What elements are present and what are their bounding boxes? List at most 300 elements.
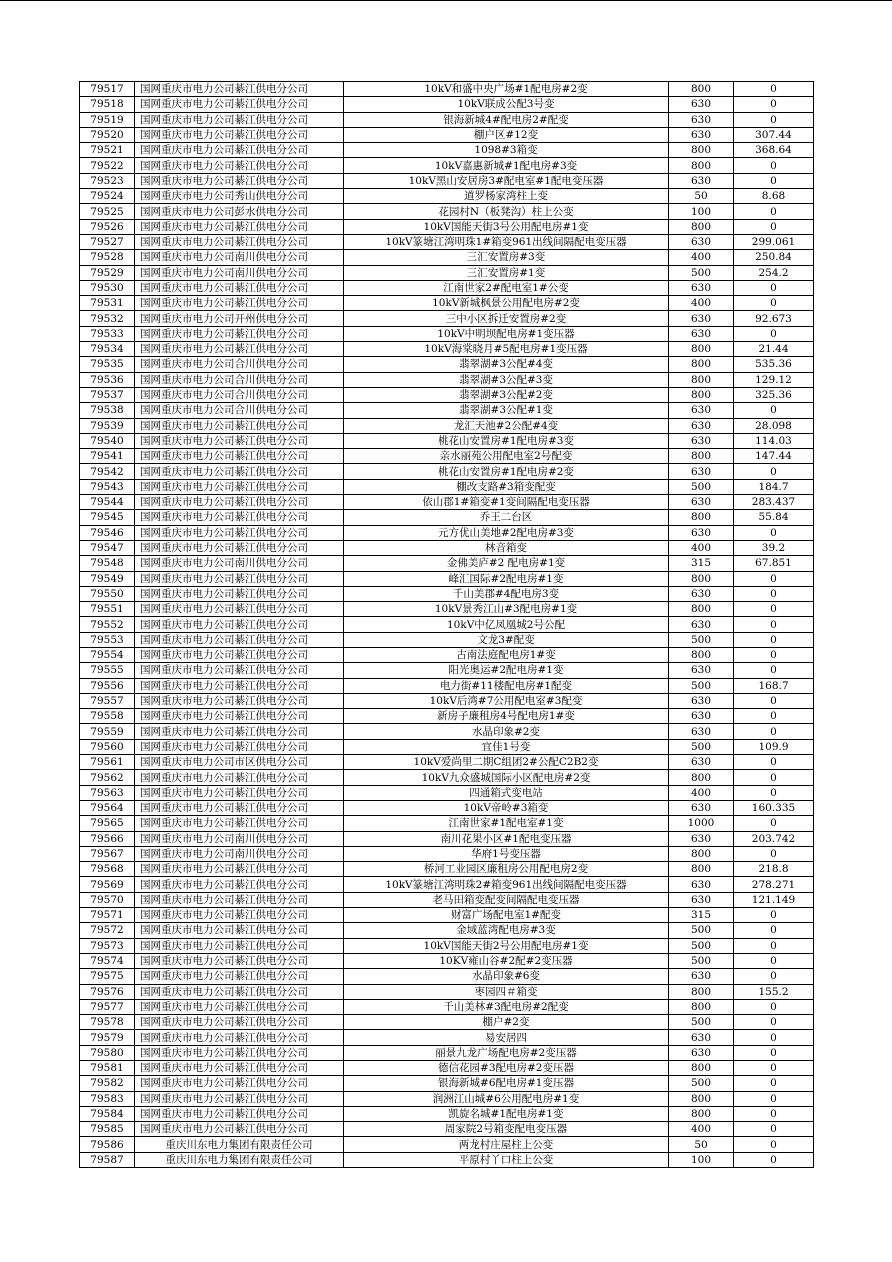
table-row xyxy=(80,693,814,708)
table-row xyxy=(80,739,814,754)
cell-transformer-name: 10kV中明坝配电房#1变压器 xyxy=(344,326,669,341)
cell-capacity: 800 xyxy=(669,357,734,372)
cell-organization: 国网重庆市电力公司綦江供电分公司 xyxy=(135,724,344,739)
cell-capacity: 50 xyxy=(669,1137,734,1152)
cell-value: 0 xyxy=(734,1045,814,1060)
cell-transformer-name: 10kV新城枫景公用配电房#2变 xyxy=(344,296,669,311)
table-body xyxy=(80,82,814,1168)
cell-transformer-name: 水晶印象#2变 xyxy=(344,724,669,739)
table-row xyxy=(80,464,814,479)
cell-organization: 国网重庆市电力公司綦江供电分公司 xyxy=(135,877,344,892)
cell-organization: 国网重庆市电力公司綦江供电分公司 xyxy=(135,1015,344,1030)
cell-capacity: 400 xyxy=(669,1122,734,1137)
cell-transformer-name: 10kV海棠晓月#5配电房#1变压器 xyxy=(344,342,669,357)
cell-capacity: 100 xyxy=(669,204,734,219)
cell-transformer-name: 江南世家#1配电室#1变 xyxy=(344,816,669,831)
cell-id: 79577 xyxy=(80,999,135,1014)
cell-transformer-name: 林音箱变 xyxy=(344,540,669,555)
cell-id: 79522 xyxy=(80,158,135,173)
cell-capacity: 1000 xyxy=(669,816,734,831)
cell-capacity: 630 xyxy=(669,877,734,892)
cell-id: 79559 xyxy=(80,724,135,739)
cell-id: 79528 xyxy=(80,250,135,265)
cell-organization: 国网重庆市电力公司綦江供电分公司 xyxy=(135,908,344,923)
cell-organization: 国网重庆市电力公司彭水供电分公司 xyxy=(135,204,344,219)
cell-value: 0 xyxy=(734,647,814,662)
cell-value: 218.8 xyxy=(734,862,814,877)
cell-value: 8.68 xyxy=(734,189,814,204)
cell-value: 0 xyxy=(734,923,814,938)
cell-transformer-name: 金域蓝湾配电房#3变 xyxy=(344,923,669,938)
cell-organization: 国网重庆市电力公司綦江供电分公司 xyxy=(135,999,344,1014)
cell-transformer-name: 峰汇国际#2配电房#1变 xyxy=(344,571,669,586)
table-row xyxy=(80,403,814,418)
cell-id: 79556 xyxy=(80,678,135,693)
cell-id: 79530 xyxy=(80,280,135,295)
cell-id: 79584 xyxy=(80,1106,135,1121)
cell-transformer-name: 枣园四＃箱变 xyxy=(344,984,669,999)
cell-transformer-name: 桃花山安置房#1配电房#3变 xyxy=(344,433,669,448)
cell-capacity: 800 xyxy=(669,647,734,662)
cell-capacity: 800 xyxy=(669,82,734,97)
cell-capacity: 630 xyxy=(669,326,734,341)
table-row xyxy=(80,571,814,586)
cell-value: 0 xyxy=(734,97,814,112)
cell-transformer-name: 银海新城#6配电房#1变压器 xyxy=(344,1076,669,1091)
table-row xyxy=(80,984,814,999)
cell-capacity: 800 xyxy=(669,158,734,173)
cell-capacity: 630 xyxy=(669,617,734,632)
table-row xyxy=(80,709,814,724)
table-row xyxy=(80,632,814,647)
cell-organization: 国网重庆市电力公司开州供电分公司 xyxy=(135,311,344,326)
cell-id: 79578 xyxy=(80,1015,135,1030)
cell-value: 155.2 xyxy=(734,984,814,999)
cell-id: 79572 xyxy=(80,923,135,938)
cell-capacity: 630 xyxy=(669,586,734,601)
cell-capacity: 630 xyxy=(669,1030,734,1045)
table-row xyxy=(80,234,814,249)
table-row xyxy=(80,892,814,907)
cell-organization: 国网重庆市电力公司綦江供电分公司 xyxy=(135,617,344,632)
table-row xyxy=(80,219,814,234)
cell-value: 0 xyxy=(734,112,814,127)
cell-value: 0 xyxy=(734,1091,814,1106)
cell-organization: 国网重庆市电力公司秀山供电分公司 xyxy=(135,189,344,204)
cell-value: 0 xyxy=(734,1015,814,1030)
table-row xyxy=(80,1122,814,1137)
cell-transformer-name: 棚户区#12变 xyxy=(344,127,669,142)
cell-id: 79564 xyxy=(80,800,135,815)
page-top-rule xyxy=(0,0,892,1)
cell-value: 160.335 xyxy=(734,800,814,815)
cell-value: 368.64 xyxy=(734,143,814,158)
table-row xyxy=(80,999,814,1014)
table-row xyxy=(80,724,814,739)
table-row xyxy=(80,862,814,877)
cell-transformer-name: 三汇安置房#1变 xyxy=(344,265,669,280)
cell-capacity: 500 xyxy=(669,479,734,494)
cell-transformer-name: 依山郡1#箱变#1变间隔配电变压器 xyxy=(344,495,669,510)
cell-id: 79576 xyxy=(80,984,135,999)
cell-organization: 国网重庆市电力公司合川供电分公司 xyxy=(135,403,344,418)
cell-id: 79579 xyxy=(80,1030,135,1045)
table-row xyxy=(80,923,814,938)
cell-value: 0 xyxy=(734,632,814,647)
table-row xyxy=(80,418,814,433)
cell-organization: 国网重庆市电力公司綦江供电分公司 xyxy=(135,1030,344,1045)
cell-id: 79551 xyxy=(80,602,135,617)
cell-id: 79535 xyxy=(80,357,135,372)
cell-transformer-name: 千山美郡#4配电房3变 xyxy=(344,586,669,601)
table-row xyxy=(80,816,814,831)
cell-transformer-name: 财富广场配电室1#配变 xyxy=(344,908,669,923)
cell-organization: 国网重庆市电力公司綦江供电分公司 xyxy=(135,663,344,678)
cell-capacity: 630 xyxy=(669,418,734,433)
cell-capacity: 500 xyxy=(669,923,734,938)
cell-id: 79581 xyxy=(80,1061,135,1076)
table-row xyxy=(80,1137,814,1152)
cell-id: 79533 xyxy=(80,326,135,341)
cell-id: 79586 xyxy=(80,1137,135,1152)
cell-organization: 国网重庆市电力公司綦江供电分公司 xyxy=(135,540,344,555)
cell-organization: 国网重庆市电力公司綦江供电分公司 xyxy=(135,938,344,953)
cell-organization: 国网重庆市电力公司綦江供电分公司 xyxy=(135,234,344,249)
cell-organization: 重庆川东电力集团有限责任公司 xyxy=(135,1152,344,1167)
cell-value: 0 xyxy=(734,1137,814,1152)
table-row xyxy=(80,97,814,112)
cell-id: 79524 xyxy=(80,189,135,204)
cell-value: 0 xyxy=(734,280,814,295)
cell-id: 79562 xyxy=(80,770,135,785)
cell-value: 203.742 xyxy=(734,831,814,846)
cell-organization: 国网重庆市电力公司綦江供电分公司 xyxy=(135,800,344,815)
cell-transformer-name: 三汇安置房#3变 xyxy=(344,250,669,265)
table-row xyxy=(80,877,814,892)
cell-organization: 国网重庆市电力公司南川供电分公司 xyxy=(135,831,344,846)
cell-value: 0 xyxy=(734,1122,814,1137)
table-row xyxy=(80,586,814,601)
cell-capacity: 630 xyxy=(669,234,734,249)
cell-capacity: 400 xyxy=(669,296,734,311)
cell-transformer-name: 金佛美庐#2 配电房#1变 xyxy=(344,556,669,571)
cell-value: 0 xyxy=(734,938,814,953)
cell-id: 79560 xyxy=(80,739,135,754)
cell-value: 0 xyxy=(734,586,814,601)
cell-capacity: 630 xyxy=(669,1045,734,1060)
table-row xyxy=(80,908,814,923)
cell-value: 325.36 xyxy=(734,387,814,402)
cell-organization: 国网重庆市电力公司綦江供电分公司 xyxy=(135,571,344,586)
cell-value: 21.44 xyxy=(734,342,814,357)
cell-transformer-name: 10kV爱尚里二期C组团2#公配C2B2变 xyxy=(344,755,669,770)
cell-value: 0 xyxy=(734,403,814,418)
cell-transformer-name: 10kV篆塘江湾明珠2#箱变961出线间隔配电变压器 xyxy=(344,877,669,892)
cell-capacity: 500 xyxy=(669,1076,734,1091)
cell-organization: 国网重庆市电力公司綦江供电分公司 xyxy=(135,143,344,158)
cell-capacity: 800 xyxy=(669,449,734,464)
cell-value: 0 xyxy=(734,617,814,632)
cell-value: 0 xyxy=(734,755,814,770)
cell-transformer-name: 棚改支路#3箱变配变 xyxy=(344,479,669,494)
cell-id: 79585 xyxy=(80,1122,135,1137)
cell-capacity: 800 xyxy=(669,1091,734,1106)
cell-id: 79565 xyxy=(80,816,135,831)
cell-value: 0 xyxy=(734,969,814,984)
cell-transformer-name: 10kV国能天街3号公用配电房#1变 xyxy=(344,219,669,234)
table-row xyxy=(80,143,814,158)
cell-value: 0 xyxy=(734,693,814,708)
cell-organization: 国网重庆市电力公司綦江供电分公司 xyxy=(135,510,344,525)
cell-id: 79573 xyxy=(80,938,135,953)
cell-organization: 国网重庆市电力公司市区供电分公司 xyxy=(135,755,344,770)
cell-organization: 国网重庆市电力公司綦江供电分公司 xyxy=(135,112,344,127)
cell-organization: 国网重庆市电力公司綦江供电分公司 xyxy=(135,418,344,433)
table-row xyxy=(80,82,814,97)
cell-capacity: 630 xyxy=(669,311,734,326)
cell-id: 79518 xyxy=(80,97,135,112)
table-row xyxy=(80,189,814,204)
cell-capacity: 500 xyxy=(669,678,734,693)
table-row xyxy=(80,357,814,372)
cell-capacity: 630 xyxy=(669,433,734,448)
cell-capacity: 630 xyxy=(669,525,734,540)
cell-transformer-name: 千山美林#3配电房#2配变 xyxy=(344,999,669,1014)
table-row xyxy=(80,158,814,173)
cell-id: 79544 xyxy=(80,495,135,510)
cell-transformer-name: 华府1号变压器 xyxy=(344,846,669,861)
cell-organization: 国网重庆市电力公司南川供电分公司 xyxy=(135,250,344,265)
cell-id: 79537 xyxy=(80,387,135,402)
cell-value: 121.149 xyxy=(734,892,814,907)
cell-capacity: 800 xyxy=(669,846,734,861)
cell-capacity: 800 xyxy=(669,999,734,1014)
cell-transformer-name: 江南世家2#配电室1#公变 xyxy=(344,280,669,295)
cell-organization: 国网重庆市电力公司綦江供电分公司 xyxy=(135,953,344,968)
cell-transformer-name: 10kV后湾#7公用配电室#3配变 xyxy=(344,693,669,708)
table-row xyxy=(80,647,814,662)
cell-value: 0 xyxy=(734,908,814,923)
cell-value: 278.271 xyxy=(734,877,814,892)
table-row xyxy=(80,938,814,953)
cell-capacity: 100 xyxy=(669,1152,734,1167)
cell-organization: 国网重庆市电力公司綦江供电分公司 xyxy=(135,602,344,617)
table-row xyxy=(80,831,814,846)
cell-organization: 国网重庆市电力公司綦江供电分公司 xyxy=(135,296,344,311)
cell-transformer-name: 电力街#11楼配电房#1配变 xyxy=(344,678,669,693)
table-row xyxy=(80,342,814,357)
cell-capacity: 630 xyxy=(669,724,734,739)
cell-capacity: 800 xyxy=(669,342,734,357)
cell-value: 0 xyxy=(734,953,814,968)
cell-transformer-name: 凯旋名城#1配电房#1变 xyxy=(344,1106,669,1121)
cell-organization: 国网重庆市电力公司綦江供电分公司 xyxy=(135,969,344,984)
table-row xyxy=(80,663,814,678)
cell-capacity: 630 xyxy=(669,403,734,418)
table-row xyxy=(80,280,814,295)
cell-capacity: 50 xyxy=(669,189,734,204)
cell-organization: 国网重庆市电力公司綦江供电分公司 xyxy=(135,770,344,785)
table-row xyxy=(80,1106,814,1121)
cell-transformer-name: 10kV国能天街2号公用配电房#1变 xyxy=(344,938,669,953)
table-row xyxy=(80,770,814,785)
cell-capacity: 500 xyxy=(669,938,734,953)
cell-organization: 国网重庆市电力公司合川供电分公司 xyxy=(135,372,344,387)
cell-value: 0 xyxy=(734,525,814,540)
cell-id: 79525 xyxy=(80,204,135,219)
cell-transformer-name: 润洲江山城#6公用配电房#1变 xyxy=(344,1091,669,1106)
cell-transformer-name: 平原村丫口柱上公变 xyxy=(344,1152,669,1167)
cell-id: 79521 xyxy=(80,143,135,158)
cell-transformer-name: 丽景九龙广场配电房#2变压器 xyxy=(344,1045,669,1060)
table-row xyxy=(80,755,814,770)
cell-value: 0 xyxy=(734,173,814,188)
cell-value: 109.9 xyxy=(734,739,814,754)
cell-capacity: 630 xyxy=(669,663,734,678)
cell-organization: 国网重庆市电力公司綦江供电分公司 xyxy=(135,219,344,234)
cell-organization: 国网重庆市电力公司綦江供电分公司 xyxy=(135,678,344,693)
cell-id: 79531 xyxy=(80,296,135,311)
cell-organization: 国网重庆市电力公司綦江供电分公司 xyxy=(135,785,344,800)
table-row xyxy=(80,969,814,984)
cell-organization: 国网重庆市电力公司綦江供电分公司 xyxy=(135,693,344,708)
table-row xyxy=(80,510,814,525)
cell-id: 79557 xyxy=(80,693,135,708)
cell-organization: 国网重庆市电力公司綦江供电分公司 xyxy=(135,495,344,510)
cell-organization: 国网重庆市电力公司綦江供电分公司 xyxy=(135,984,344,999)
cell-capacity: 630 xyxy=(669,800,734,815)
cell-transformer-name: 宜佳1号变 xyxy=(344,739,669,754)
cell-capacity: 315 xyxy=(669,556,734,571)
table-row xyxy=(80,127,814,142)
cell-transformer-name: 桃花山安置房#1配电房#2变 xyxy=(344,464,669,479)
cell-id: 79541 xyxy=(80,449,135,464)
cell-capacity: 500 xyxy=(669,265,734,280)
cell-organization: 国网重庆市电力公司綦江供电分公司 xyxy=(135,158,344,173)
cell-organization: 国网重庆市电力公司綦江供电分公司 xyxy=(135,1045,344,1060)
cell-value: 0 xyxy=(734,82,814,97)
cell-capacity: 630 xyxy=(669,173,734,188)
cell-id: 79546 xyxy=(80,525,135,540)
cell-transformer-name: 10kV和盛中央广场#1配电房#2变 xyxy=(344,82,669,97)
cell-transformer-name: 翡翠湖#3公配#4变 xyxy=(344,357,669,372)
data-sheet xyxy=(79,81,814,1168)
cell-transformer-name: 10kV中亿凤凰城2号公配 xyxy=(344,617,669,632)
table-row xyxy=(80,204,814,219)
cell-id: 79561 xyxy=(80,755,135,770)
cell-organization: 国网重庆市电力公司綦江供电分公司 xyxy=(135,709,344,724)
cell-transformer-name: 易安居四 xyxy=(344,1030,669,1045)
cell-capacity: 400 xyxy=(669,250,734,265)
cell-capacity: 800 xyxy=(669,387,734,402)
cell-organization: 国网重庆市电力公司南川供电分公司 xyxy=(135,846,344,861)
cell-value: 0 xyxy=(734,770,814,785)
table-row xyxy=(80,525,814,540)
cell-id: 79570 xyxy=(80,892,135,907)
cell-value: 67.851 xyxy=(734,556,814,571)
cell-value: 0 xyxy=(734,1152,814,1167)
cell-organization: 国网重庆市电力公司綦江供电分公司 xyxy=(135,433,344,448)
cell-transformer-name: 道罗杨家湾柱上变 xyxy=(344,189,669,204)
cell-id: 79587 xyxy=(80,1152,135,1167)
cell-capacity: 630 xyxy=(669,127,734,142)
table-row xyxy=(80,495,814,510)
cell-id: 79554 xyxy=(80,647,135,662)
cell-id: 79523 xyxy=(80,173,135,188)
cell-value: 0 xyxy=(734,1076,814,1091)
cell-value: 39.2 xyxy=(734,540,814,555)
table-row xyxy=(80,953,814,968)
cell-value: 0 xyxy=(734,204,814,219)
table-row xyxy=(80,1091,814,1106)
cell-id: 79552 xyxy=(80,617,135,632)
table-row xyxy=(80,326,814,341)
cell-capacity: 800 xyxy=(669,219,734,234)
cell-organization: 国网重庆市电力公司南川供电分公司 xyxy=(135,265,344,280)
cell-value: 184.7 xyxy=(734,479,814,494)
cell-value: 283.437 xyxy=(734,495,814,510)
cell-id: 79548 xyxy=(80,556,135,571)
cell-organization: 国网重庆市电力公司綦江供电分公司 xyxy=(135,923,344,938)
cell-id: 79517 xyxy=(80,82,135,97)
cell-transformer-name: 翡翠湖#3公配#1变 xyxy=(344,403,669,418)
cell-transformer-name: 翡翠湖#3公配#3变 xyxy=(344,372,669,387)
cell-id: 79567 xyxy=(80,846,135,861)
cell-value: 299.061 xyxy=(734,234,814,249)
cell-transformer-name: 德信花园#3配电房#2变压器 xyxy=(344,1061,669,1076)
cell-id: 79543 xyxy=(80,479,135,494)
cell-organization: 国网重庆市电力公司綦江供电分公司 xyxy=(135,1106,344,1121)
cell-value: 0 xyxy=(734,709,814,724)
cell-capacity: 500 xyxy=(669,953,734,968)
cell-transformer-name: 亲水丽苑公用配电室2号配变 xyxy=(344,449,669,464)
cell-capacity: 800 xyxy=(669,1106,734,1121)
cell-transformer-name: 水晶印象#6变 xyxy=(344,969,669,984)
cell-value: 55.84 xyxy=(734,510,814,525)
cell-id: 79529 xyxy=(80,265,135,280)
cell-value: 0 xyxy=(734,785,814,800)
cell-capacity: 630 xyxy=(669,693,734,708)
cell-id: 79550 xyxy=(80,586,135,601)
cell-organization: 国网重庆市电力公司綦江供电分公司 xyxy=(135,326,344,341)
cell-capacity: 800 xyxy=(669,571,734,586)
table-row xyxy=(80,265,814,280)
cell-organization: 国网重庆市电力公司綦江供电分公司 xyxy=(135,1122,344,1137)
cell-capacity: 630 xyxy=(669,464,734,479)
table-row xyxy=(80,800,814,815)
cell-id: 79580 xyxy=(80,1045,135,1060)
table-row xyxy=(80,602,814,617)
cell-organization: 国网重庆市电力公司合川供电分公司 xyxy=(135,387,344,402)
cell-transformer-name: 1098#3箱变 xyxy=(344,143,669,158)
cell-id: 79545 xyxy=(80,510,135,525)
cell-value: 0 xyxy=(734,296,814,311)
cell-value: 0 xyxy=(734,999,814,1014)
cell-capacity: 800 xyxy=(669,143,734,158)
cell-id: 79540 xyxy=(80,433,135,448)
table-row xyxy=(80,678,814,693)
cell-transformer-name: 10kV嘉惠新城#1配电房#3变 xyxy=(344,158,669,173)
cell-transformer-name: 老马田箱变配变间隔配电变压器 xyxy=(344,892,669,907)
cell-value: 254.2 xyxy=(734,265,814,280)
table-row xyxy=(80,311,814,326)
table-row xyxy=(80,1076,814,1091)
cell-organization: 国网重庆市电力公司綦江供电分公司 xyxy=(135,82,344,97)
cell-transformer-name: 棚户#2变 xyxy=(344,1015,669,1030)
cell-id: 79526 xyxy=(80,219,135,234)
table-row xyxy=(80,1015,814,1030)
cell-id: 79534 xyxy=(80,342,135,357)
